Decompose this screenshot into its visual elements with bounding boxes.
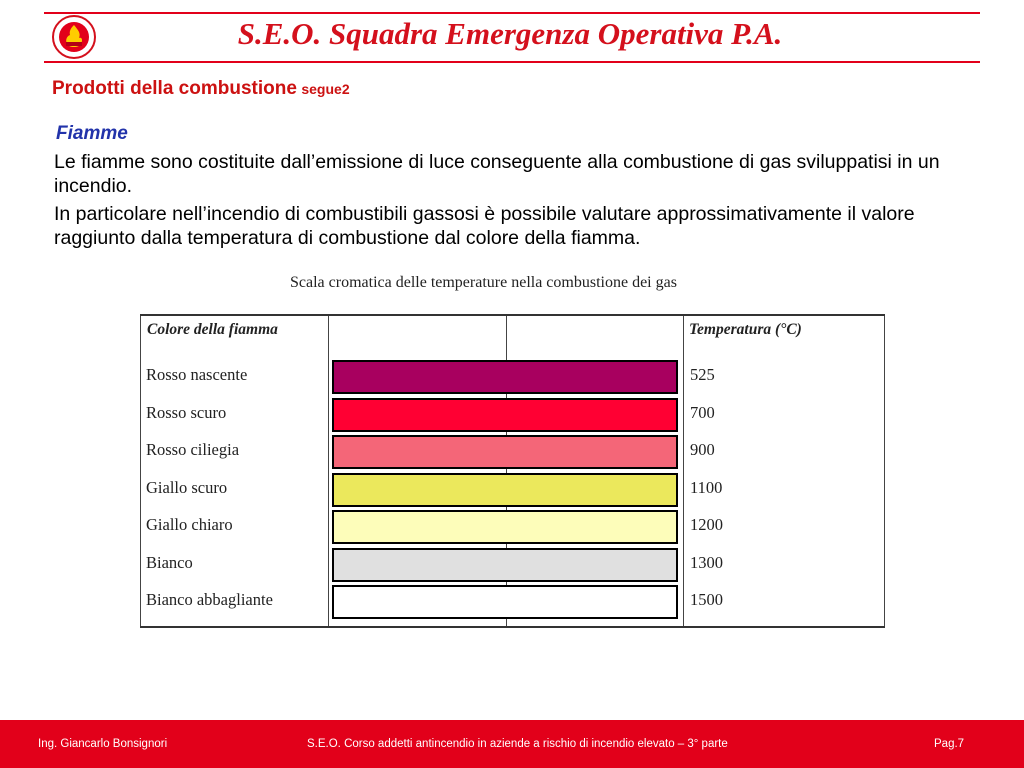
subsection-title: Fiamme <box>56 123 128 144</box>
flame-color-name: Giallo chiaro <box>146 515 233 534</box>
temperature-table <box>140 314 885 628</box>
header-temperature: Temperatura (°C) <box>689 321 802 338</box>
section-suffix: segue2 <box>301 81 350 97</box>
flame-temperature-value: 1300 <box>690 552 723 572</box>
flame-color-name: Bianco <box>146 552 193 572</box>
header-rule-top <box>44 12 980 14</box>
flame-color-swatch <box>332 510 678 544</box>
flame-color-swatch <box>332 435 678 469</box>
flame-color-swatch <box>332 585 678 619</box>
footer-bar <box>0 720 1024 768</box>
header-rule-bottom <box>44 61 980 63</box>
section-title: Prodotti della combustione <box>52 78 297 99</box>
header-flame-color: Colore della fiamma <box>147 321 278 338</box>
footer-author: Ing. Giancarlo Bonsignori <box>38 738 168 750</box>
flame-color-name: Rosso nascente <box>146 365 248 384</box>
table-rule-left <box>140 316 141 626</box>
flame-color-swatch <box>332 398 678 432</box>
flame-color-swatch <box>332 548 678 582</box>
footer-page-number: Pag.7 <box>934 738 965 750</box>
flame-temperature-value: 700 <box>690 402 715 422</box>
slide-title: S.E.O. Squadra Emergenza Operativa P.A. <box>237 16 783 51</box>
flame-temperature-value: 525 <box>690 365 715 384</box>
table-caption: Scala cromatica delle temperature nella combustione dei gas <box>290 274 677 291</box>
table-rule-right <box>884 316 885 626</box>
flame-color-swatch <box>332 473 678 507</box>
table-rule-col1 <box>328 316 329 626</box>
section-heading <box>52 78 350 100</box>
flame-temperature-value: 1500 <box>690 590 723 609</box>
flame-color-name: Rosso scuro <box>146 402 227 422</box>
table-rule-col3 <box>683 316 684 626</box>
footer-course-title: S.E.O. Corso addetti antincendio in aziende a rischio di incendio elevato – 3° parte <box>307 738 728 750</box>
flame-color-name: Rosso ciliegia <box>146 440 240 459</box>
flame-temperature-value: 1100 <box>690 477 723 497</box>
flame-temperature-value: 900 <box>690 440 715 459</box>
paragraph-1: Le fiamme sono costituite dall’emissione di luce conseguente alla combustione di gas sviluppatisi in un incendio. <box>54 151 940 197</box>
flame-color-name: Giallo scuro <box>146 477 228 497</box>
flame-temperature-value: 1200 <box>690 515 723 534</box>
flame-color-name: Bianco abbagliante <box>146 590 273 609</box>
paragraph-2: In particolare nell’incendio di combustibili gassosi è possibile valutare approssimativamente il valore raggiunto dalla temperatura di combustione dal colore della fiamma. <box>54 203 915 249</box>
flame-color-swatch <box>332 360 678 394</box>
